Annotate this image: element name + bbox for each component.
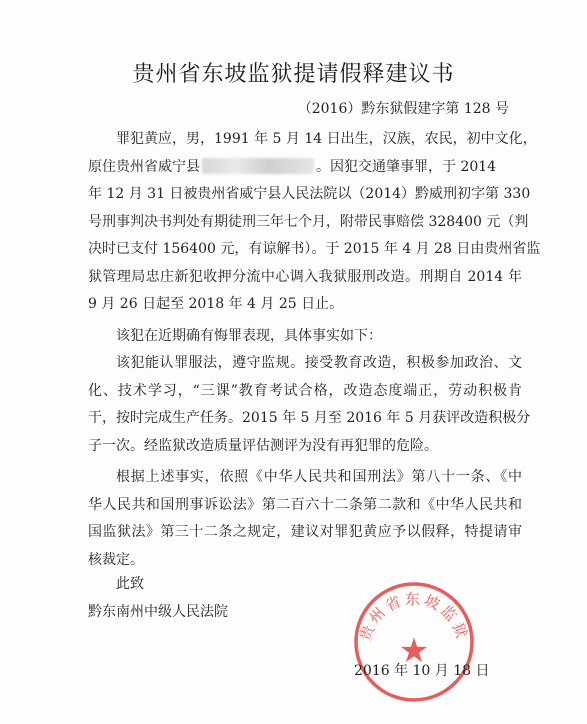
paragraph-1-line-7: 9 月 26 日起至 2018 年 4 月 25 日止。 <box>88 296 344 312</box>
paragraph-1-line-4: 号刑事判决书判处有期徒刑三年七个月，附带民事赔偿 328400 元（判 <box>88 213 529 230</box>
paragraph-4-line-3: 国监狱法》第三十二条之规定，建议对罪犯黄应予以假释，特提请审 <box>88 524 522 540</box>
residence-continuation: 。因犯交通肇事罪，于 2014 <box>316 158 497 175</box>
paragraph-3-line-3: 干，按时完成生产任务。2015 年 5 月至 2016 年 5 月获评改造积极分 <box>88 410 531 426</box>
paragraph-1-line-3: 年 12 月 31 日被贵州省威宁县人民法院以（2014）黔威刑初字第 330 <box>88 186 531 202</box>
seal-text: 贵州省东坡监狱 <box>356 590 472 644</box>
paragraph-1-line-2 <box>88 154 522 182</box>
paragraph-2-line-1: 该犯在近期确有悔罪表现，具体事实如下： <box>116 327 382 344</box>
document-date: 2016 年 10 月 18 日 <box>354 663 490 679</box>
paragraph-4-line-4: 核裁定。 <box>88 551 144 568</box>
paragraph-1-line-5: 决时已支付 156400 元，有谅解书）。于 2015 年 4 月 28 日由贵州省监 <box>88 241 541 257</box>
paragraph-3-line-2: 化、技术学习，“三课”教育考试合格，改造态度端正，劳动积极肯 <box>88 382 522 399</box>
paragraph-3-line-1: 该犯能认罪服法，遵守监规。接受教育改造，积极参加政治、文 <box>116 355 522 371</box>
seal-star-icon: ★ <box>398 631 430 671</box>
document-body <box>88 126 541 574</box>
salutation: 此致 <box>116 576 144 592</box>
redacted-address-blur <box>202 158 314 174</box>
paragraph-1-line-1: 罪犯黄应，男，1991 年 5 月 14 日出生，汉族，农民，初中文化， <box>116 131 537 147</box>
paragraph-1-line-6: 狱管理局忠庄新犯收押分流中心调入我狱服刑改造。刑期自 2014 年 <box>88 268 522 285</box>
document-title: 贵州省东坡监狱提请假释建议书 <box>132 62 455 87</box>
paragraph-4-line-1: 根据上述事实，依照《中华人民共和国刑法》第八十一条、《中 <box>116 469 522 485</box>
recipient: 黔东南州中级人民法院 <box>88 604 228 620</box>
residence-label: 原住贵州省威宁县 <box>88 158 200 175</box>
official-seal-stamp <box>350 578 478 706</box>
document-number: （2016）黔东狱假建字第 128 号 <box>297 101 509 117</box>
paragraph-4-line-2: 华人民共和国刑事诉讼法》第二百六十二条第二款和《中华人民共和 <box>88 496 522 513</box>
paragraph-3-line-4: 子一次。经监狱改造质量评估测评为没有再犯罪的危险。 <box>88 437 438 454</box>
